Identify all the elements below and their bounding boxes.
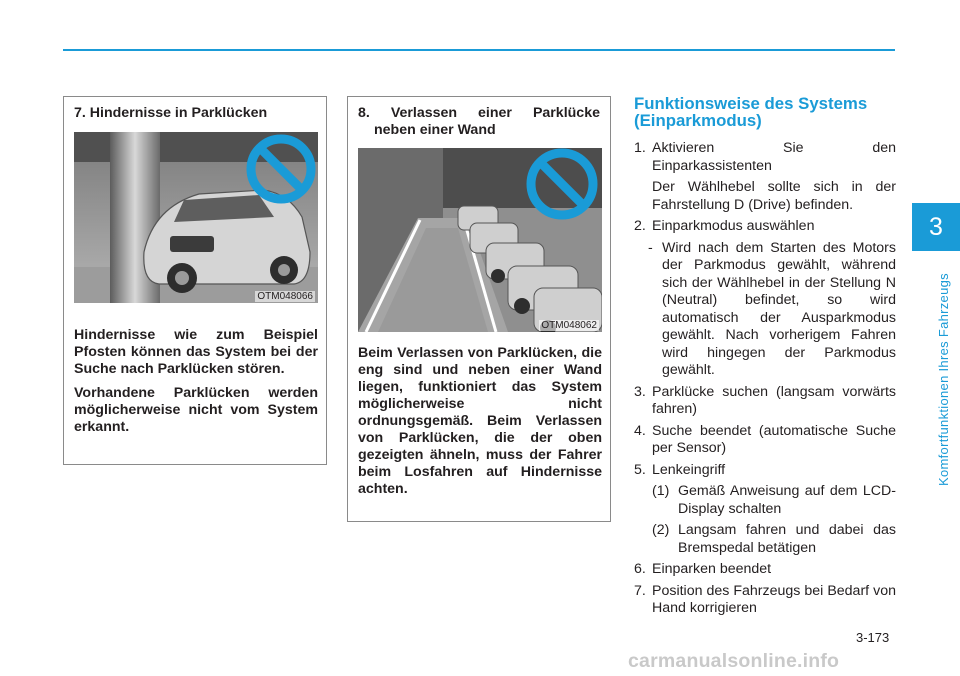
box-title: 7. Hindernisse in Parklücken [74, 105, 268, 121]
item-word: Aktivieren [652, 140, 715, 156]
dash-item [634, 240, 896, 380]
title-word: Verlassen [390, 105, 458, 121]
top-rule [63, 49, 895, 51]
list-item [634, 423, 896, 458]
box-paragraph: Beim Verlassen von Parklücken, die eng sind und neben einer Wand liegen, funktioniert das System möglicherweise nicht ordnungsgemäß. Beim Verlassen von Parklücken, die der oben gezeigten ähneln, muss der Fahrer beim Losfahren auf Hindernisse achten. [358, 345, 602, 497]
sub-step-number: (1) [652, 483, 670, 499]
item-number: 4. [634, 422, 646, 439]
section-title: Funktionsweise des Systems (Einparkmodus) [634, 94, 868, 130]
list-item [634, 218, 896, 236]
dash-text: Wird nach dem Starten des Motors der Parkmodus gewählt, während sich der Wählhebel in der Stellung N (Neutral) befindet, so wird automatisch der Ausparkmodus gewählt. Nach vorherigem Fahren wird hingegen der Parkmodus gewählt. [662, 239, 896, 378]
page-number: 3-173 [856, 630, 890, 645]
list-item [634, 561, 896, 579]
chapter-number: 3 [929, 212, 943, 241]
caution-box-wall [347, 96, 611, 522]
item-number: 3. [634, 383, 646, 400]
list-item [634, 140, 896, 175]
parking-obstacle-illustration [74, 132, 318, 303]
list-item [634, 583, 896, 618]
dash-mark: - [648, 239, 653, 256]
title-word: einer [478, 105, 512, 121]
no-entry-icon [246, 134, 316, 204]
item-text: Parklücke suchen (langsam vorwärts fahren) [652, 383, 896, 417]
list-item [634, 462, 896, 480]
chapter-side-title [936, 256, 954, 486]
item-number: 7. [634, 582, 646, 599]
image-code: OTM048062 [541, 320, 597, 331]
item-text: Suche beendet (automatische Suche per Sensor) [652, 422, 896, 456]
no-entry-icon [526, 148, 598, 220]
box-paragraph: Hindernisse wie zum Beispiel Pfosten können das System bei der Suche nach Parklücken stören. [74, 327, 318, 377]
wall-parking-illustration [358, 148, 602, 332]
title-number: 8. [358, 105, 370, 121]
box-title [358, 105, 600, 139]
sub-step-text: Langsam fahren und dabei das Bremspedal betätigen [678, 522, 896, 556]
box-body [74, 327, 318, 443]
item-number: 5. [634, 461, 646, 478]
watermark: carmanualsonline.info [628, 650, 840, 672]
list-item [634, 384, 896, 419]
procedure-section [634, 95, 896, 622]
item-word: Sie [783, 140, 804, 156]
chapter-title: Komfortfunktionen Ihres Fahrzeugs [936, 273, 951, 486]
item-text: Einparken beendet [652, 561, 772, 577]
title-line2: neben einer Wand [374, 122, 496, 138]
sub-step-text: Gemäß Anweisung auf dem LCD-Display schalten [678, 483, 896, 517]
item-text: Einparkmodus auswählen [652, 218, 815, 234]
chapter-number-tab [912, 203, 960, 251]
image-code: OTM048066 [257, 291, 313, 302]
sub-step [634, 522, 896, 557]
item-text: Einparkassistenten [652, 157, 772, 174]
item-text: Lenkeingriff [652, 461, 726, 478]
box-paragraph: Vorhandene Parklücken werden möglicherweise nicht vom System erkannt. [74, 385, 318, 435]
box-body [358, 345, 602, 505]
sub-step [634, 483, 896, 518]
sub-step-number: (2) [652, 522, 670, 538]
item-word: den [872, 140, 896, 156]
item-number: 6. [634, 561, 646, 577]
item-subtext: Der Wählhebel sollte sich in der Fahrstellung D (Drive) befinden. [652, 179, 896, 213]
item-text: Position des Fahrzeugs bei Bedarf von Hand korrigieren [652, 582, 896, 616]
item-number: 1. [634, 140, 646, 156]
item-number: 2. [634, 218, 646, 234]
title-word: Parklücke [532, 105, 600, 121]
caution-box-obstacles [63, 96, 327, 465]
